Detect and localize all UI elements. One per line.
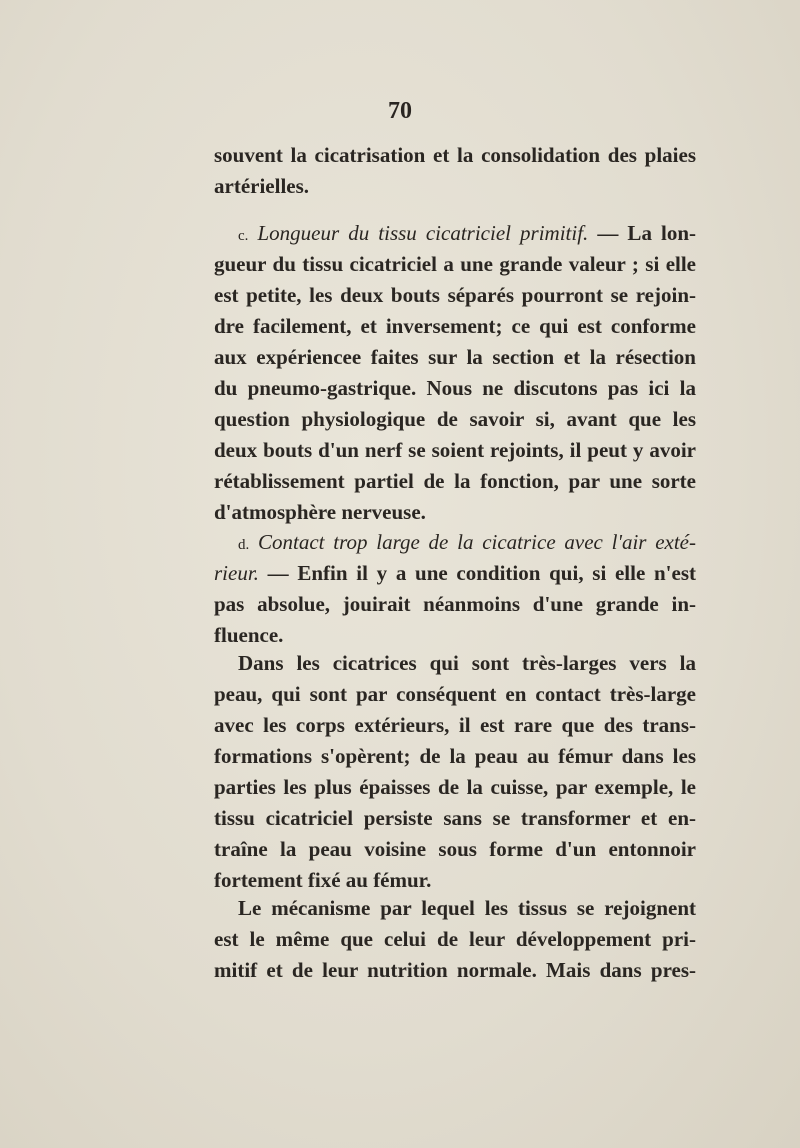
text-line: — La lon- bbox=[597, 221, 697, 245]
text-line: deux bouts d'un nerf se soient rejoints, il peut y avoir bbox=[214, 438, 696, 462]
text-line: Le mécanisme par lequel les tissus se rejoignent bbox=[238, 896, 696, 920]
text-line: traîne la peau voisine sous forme d'un entonnoir bbox=[214, 837, 696, 861]
text-line: est petite, les deux bouts séparés pourront se rejoin- bbox=[214, 283, 696, 307]
text-line: tissu cicatriciel persiste sans se transformer et en- bbox=[214, 806, 696, 830]
text-line: gueur du tissu cicatriciel a une grande valeur ; si elle bbox=[214, 252, 696, 276]
section-d-heading-line bbox=[214, 527, 696, 558]
text-line: — Enfin il y a une condition qui, si elle n'est bbox=[267, 561, 696, 585]
text-line: rétablissement partiel de la fonction, par une sorte bbox=[214, 469, 696, 493]
paragraph-mecanisme bbox=[214, 893, 696, 986]
text-line: est le même que celui de leur développement pri- bbox=[214, 927, 696, 951]
text-line: fortement fixé au fémur. bbox=[214, 868, 432, 892]
section-c-heading-line bbox=[214, 218, 696, 249]
section-c-heading: Longueur du tissu cicatriciel primitif. bbox=[257, 221, 589, 245]
text-line: peau, qui sont par conséquent en contact très-large bbox=[214, 682, 696, 706]
section-d-heading: Contact trop large de la cicatrice avec l'air exté- bbox=[258, 530, 697, 554]
section-d-heading-continued bbox=[214, 558, 696, 589]
text-line: d'atmosphère nerveuse. bbox=[214, 500, 426, 524]
text-line: artérielles. bbox=[214, 174, 310, 198]
text-line: pas absolue, jouirait néanmoins d'une grande in- bbox=[214, 592, 696, 616]
text-line: question physiologique de savoir si, avant que les bbox=[214, 407, 696, 431]
page-number: 70 bbox=[388, 98, 412, 124]
section-c-marker: c. bbox=[238, 228, 249, 244]
paragraph-section-c bbox=[214, 218, 696, 528]
text-line: dre facilement, et inversement; ce qui est conforme bbox=[214, 314, 696, 338]
section-d-heading-end: rieur. bbox=[214, 561, 259, 585]
paragraph-cicatrices bbox=[214, 648, 696, 896]
text-line: souvent la cicatrisation et la consolidation des plaies bbox=[214, 143, 696, 167]
section-d-marker: d. bbox=[238, 537, 250, 553]
paragraph-section-d bbox=[214, 527, 696, 651]
text-line: Dans les cicatrices qui sont très-larges vers la bbox=[238, 651, 696, 675]
text-line: parties les plus épaisses de la cuisse, par exemple, le bbox=[214, 775, 696, 799]
text-line: du pneumo-gastrique. Nous ne discutons pas ici la bbox=[214, 376, 696, 400]
text-line: mitif et de leur nutrition normale. Mais dans pres- bbox=[214, 958, 696, 982]
text-line: fluence. bbox=[214, 623, 284, 647]
paragraph-intro bbox=[214, 140, 696, 202]
text-line: formations s'opèrent; de la peau au fémur dans les bbox=[214, 744, 696, 768]
text-line: avec les corps extérieurs, il est rare que des trans- bbox=[214, 713, 696, 737]
text-line: aux expériencee faites sur la section et la résection bbox=[214, 345, 696, 369]
